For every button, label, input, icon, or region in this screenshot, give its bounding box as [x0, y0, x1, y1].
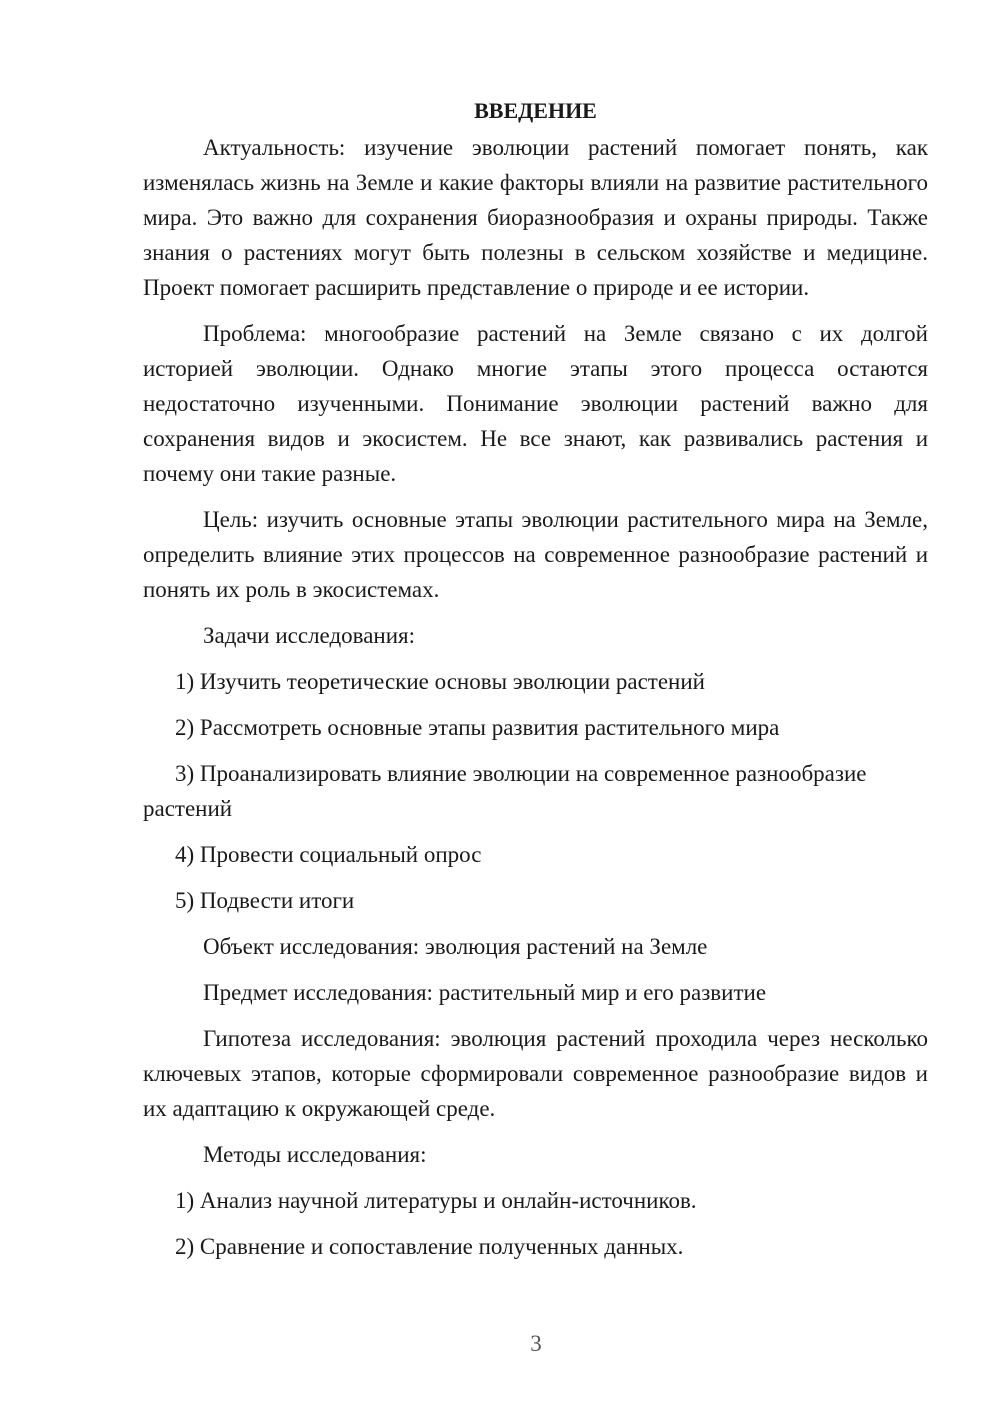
research-subject: Предмет исследования: растительный мир и его развитие [203, 980, 767, 1005]
methods-list [143, 1183, 928, 1264]
task-item: 4) Провести социальный опрос [175, 842, 482, 867]
section-heading: ВВЕДЕНИЕ [474, 98, 597, 123]
task-item: 3) Проанализировать влияние эволюции на современное разнообразие растений [143, 761, 867, 821]
task-item: 1) Изучить теоретические основы эволюции растений [175, 669, 705, 694]
tasks-list [143, 664, 928, 918]
task-item: 2) Рассмотреть основные этапы развития растительного мира [175, 715, 780, 740]
research-object: Объект исследования: эволюция растений на Земле [203, 934, 708, 959]
problem-paragraph: Проблема: многообразие растений на Земле связано с их долгой историей эволюции. Однако многие этапы этого процесса остаются недостаточно изученными. Понимание эволюции растений важно для сохранения видов и экосистем. Не все знают, как развивались растения и почему они такие разные. [143, 321, 928, 486]
relevance-paragraph: Актуальность: изучение эволюции растений помогает понять, как изменялась жизнь на Земле и какие факторы влияли на развитие растительного мира. Это важно для сохранения биоразнообразия и охраны природы. Также знания о растениях могут быть полезны в сельском хозяйстве и медицине. Проект помогает расширить представление о природе и ее истории. [143, 135, 928, 300]
methods-heading: Методы исследования: [203, 1142, 427, 1167]
tasks-heading: Задачи исследования: [203, 623, 416, 648]
method-item: 2) Сравнение и сопоставление полученных данных. [175, 1234, 684, 1259]
goal-paragraph: Цель: изучить основные этапы эволюции растительного мира на Земле, определить влияние этих процессов на современное разнообразие растений и понять их роль в экосистемах. [143, 507, 928, 602]
hypothesis-paragraph: Гипотеза исследования: эволюция растений проходила через несколько ключевых этапов, которые сформировали современное разнообразие видов и их адаптацию к окружающей среде. [143, 1026, 928, 1121]
page-content [143, 93, 928, 1275]
page-number: 3 [530, 1331, 542, 1356]
method-item: 1) Анализ научной литературы и онлайн-источников. [175, 1188, 697, 1213]
task-item: 5) Подвести итоги [175, 888, 355, 913]
